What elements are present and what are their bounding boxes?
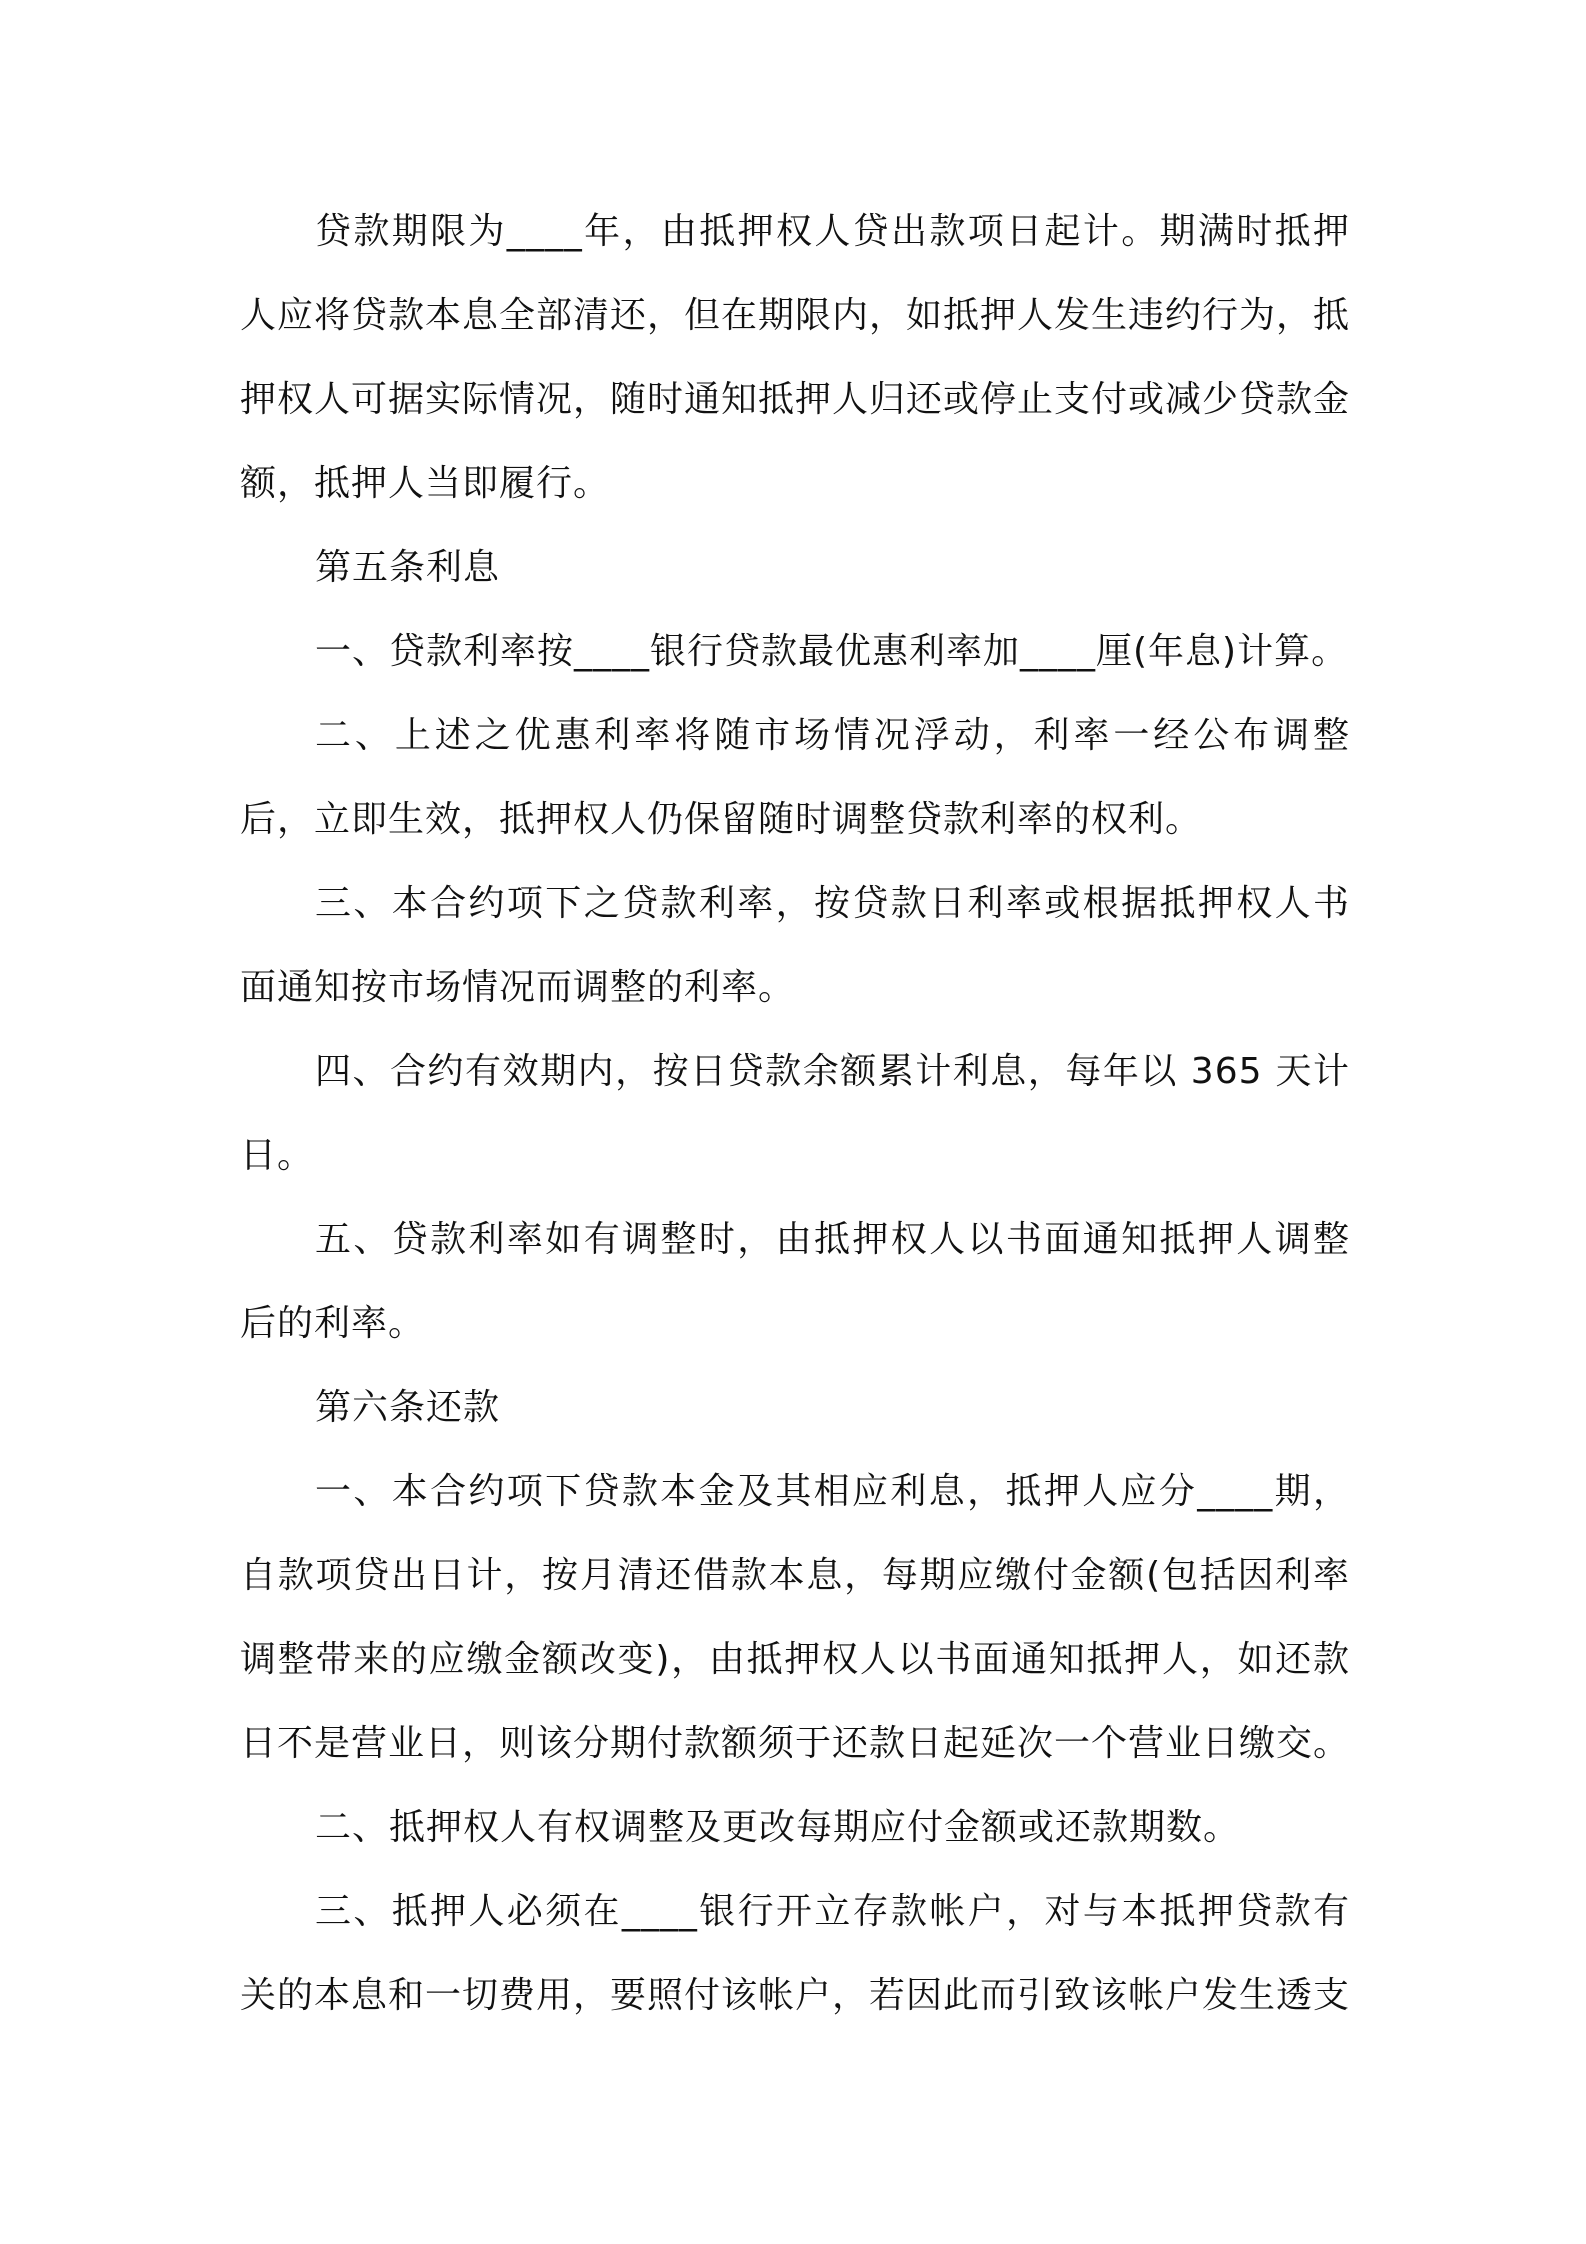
- paragraph-interest-5: 五、贷款利率如有调整时，由抵押权人以书面通知抵押人调整后的利率。: [240, 1219, 1350, 1344]
- paragraph-repayment-3: 三、抵押人必须在____银行开立存款帐户，对与本抵押贷款有关的本息和一切费用，要照付该帐户，若因此而引致该帐户发生透支: [240, 1891, 1351, 2016]
- heading-article-6-repayment: 第六条还款: [315, 1387, 501, 1428]
- heading-article-5-interest: 第五条利息: [315, 547, 501, 588]
- paragraph-repayment-2: 二、抵押权人有权调整及更改每期应付金额或还款期数。: [315, 1807, 1241, 1848]
- paragraph-interest-4: 四、合约有效期内，按日贷款余额累计利息，每年以 365 天计日。: [240, 1051, 1350, 1176]
- paragraph-interest-3: 三、本合约项下之贷款利率，按贷款日利率或根据抵押权人书面通知按市场情况而调整的利率。: [240, 883, 1350, 1008]
- paragraph-interest-1: 一、贷款利率按____银行贷款最优惠利率加____厘(年息)计算。: [315, 631, 1349, 672]
- document-body: [240, 190, 1350, 2038]
- paragraph-repayment-1: 一、本合约项下贷款本金及其相应利息，抵押人应分____期，自款项贷出日计，按月清还借款本息，每期应缴付金额(包括因利率调整带来的应缴金额改变)，由抵押权人以书面通知抵押人，如还款日不是营业日，则该分期付款额须于还款日起延次一个营业日缴交。: [240, 1471, 1351, 1764]
- paragraph-loan-term: 贷款期限为____年，由抵押权人贷出款项日起计。期满时抵押人应将贷款本息全部清还，但在期限内，如抵押人发生违约行为，抵押权人可据实际情况，随时通知抵押人归还或停止支付或减少贷款金额，抵押人当即履行。: [240, 211, 1351, 504]
- paragraph-interest-2: 二、上述之优惠利率将随市场情况浮动，利率一经公布调整后，立即生效，抵押权人仍保留随时调整贷款利率的权利。: [240, 715, 1350, 840]
